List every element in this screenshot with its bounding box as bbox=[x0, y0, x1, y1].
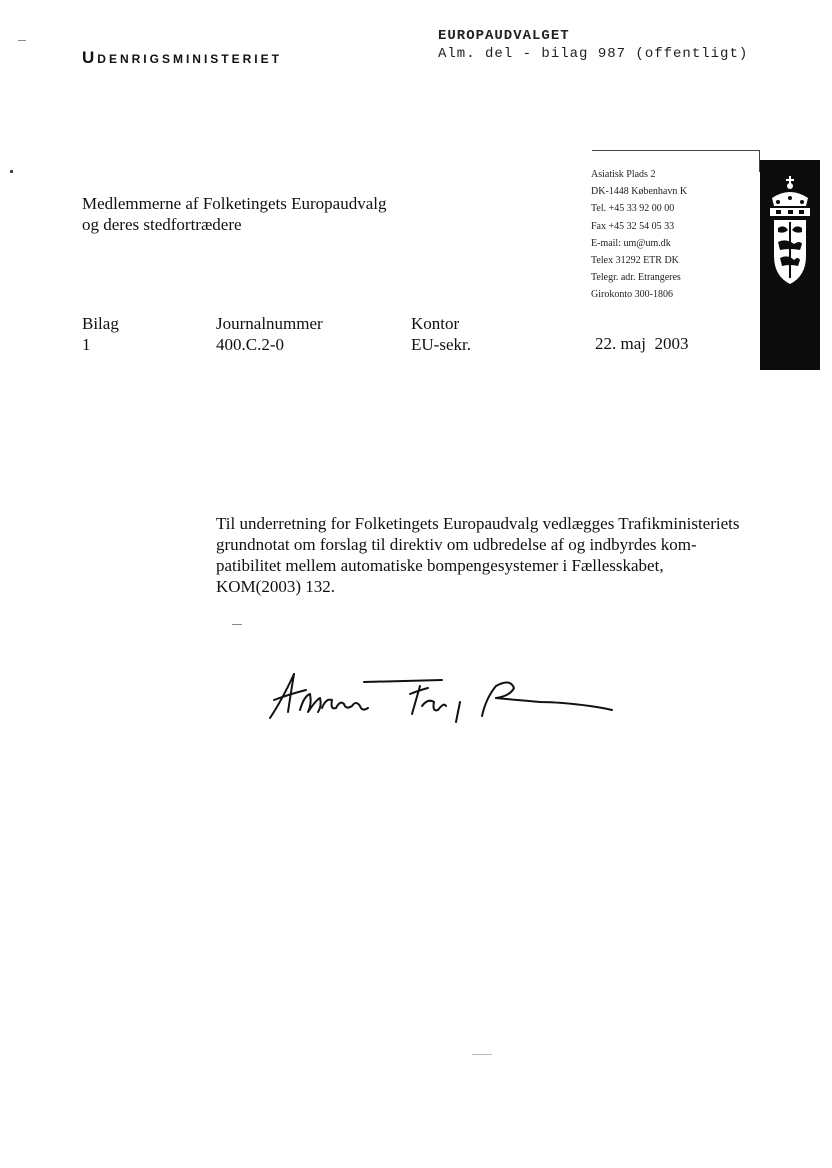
address-phone: Tel. +45 33 92 00 00 bbox=[591, 203, 675, 215]
appendix-stamp: Alm. del - bilag 987 (offentligt) bbox=[438, 46, 749, 62]
address-city: DK-1448 København K bbox=[591, 186, 688, 198]
letter-date: 22. maj 2003 bbox=[595, 334, 689, 353]
scan-speck bbox=[232, 624, 242, 625]
body-line-1: Til underretning for Folketingets Europaudvalg vedlægges Trafikministeriets bbox=[216, 514, 740, 533]
handwritten-signature bbox=[260, 660, 620, 730]
bilag-field bbox=[82, 313, 119, 355]
body-line-4: KOM(2003) 132. bbox=[216, 577, 335, 596]
bilag-value: 1 bbox=[82, 335, 91, 354]
journal-label: Journalnummer bbox=[216, 314, 323, 333]
address-divider bbox=[592, 150, 760, 151]
committee-stamp: EUROPAUDVALGET bbox=[438, 28, 570, 44]
recipient-line-1: Medlemmerne af Folketingets Europaudvalg bbox=[82, 194, 387, 213]
address-fax: Fax +45 32 54 05 33 bbox=[591, 220, 675, 232]
scan-speck bbox=[10, 170, 13, 173]
address-street: Asiatisk Plads 2 bbox=[591, 169, 656, 180]
kontor-field bbox=[411, 313, 471, 355]
address-giro: Girokonto 300-1806 bbox=[591, 289, 673, 301]
royal-crest-icon bbox=[764, 176, 816, 296]
kontor-label: Kontor bbox=[411, 314, 460, 333]
letter-body bbox=[216, 513, 776, 597]
ministry-name: Udenrigsministeriet bbox=[82, 48, 282, 67]
address-email: E-mail: um@um.dk bbox=[591, 237, 671, 249]
kontor-value: EU-sekr. bbox=[411, 335, 471, 354]
bilag-label: Bilag bbox=[82, 314, 119, 333]
body-line-2: grundnotat om forslag til direktiv om udbredelse af og indbyrdes kom- bbox=[216, 535, 697, 554]
body-line-3: patibilitet mellem automatiske bompengesystemer i Fællesskabet, bbox=[216, 556, 664, 575]
recipient-block bbox=[82, 193, 387, 235]
recipient-line-2: og deres stedfortrædere bbox=[82, 215, 242, 234]
address-telex: Telex 31292 ETR DK bbox=[591, 255, 679, 267]
scan-speck bbox=[472, 1054, 492, 1055]
journal-field bbox=[216, 313, 323, 355]
scan-speck bbox=[18, 40, 26, 41]
journal-value: 400.C.2-0 bbox=[216, 335, 284, 354]
ministry-address-block bbox=[591, 166, 687, 304]
address-telegram: Telegr. adr. Etrangeres bbox=[591, 272, 681, 284]
